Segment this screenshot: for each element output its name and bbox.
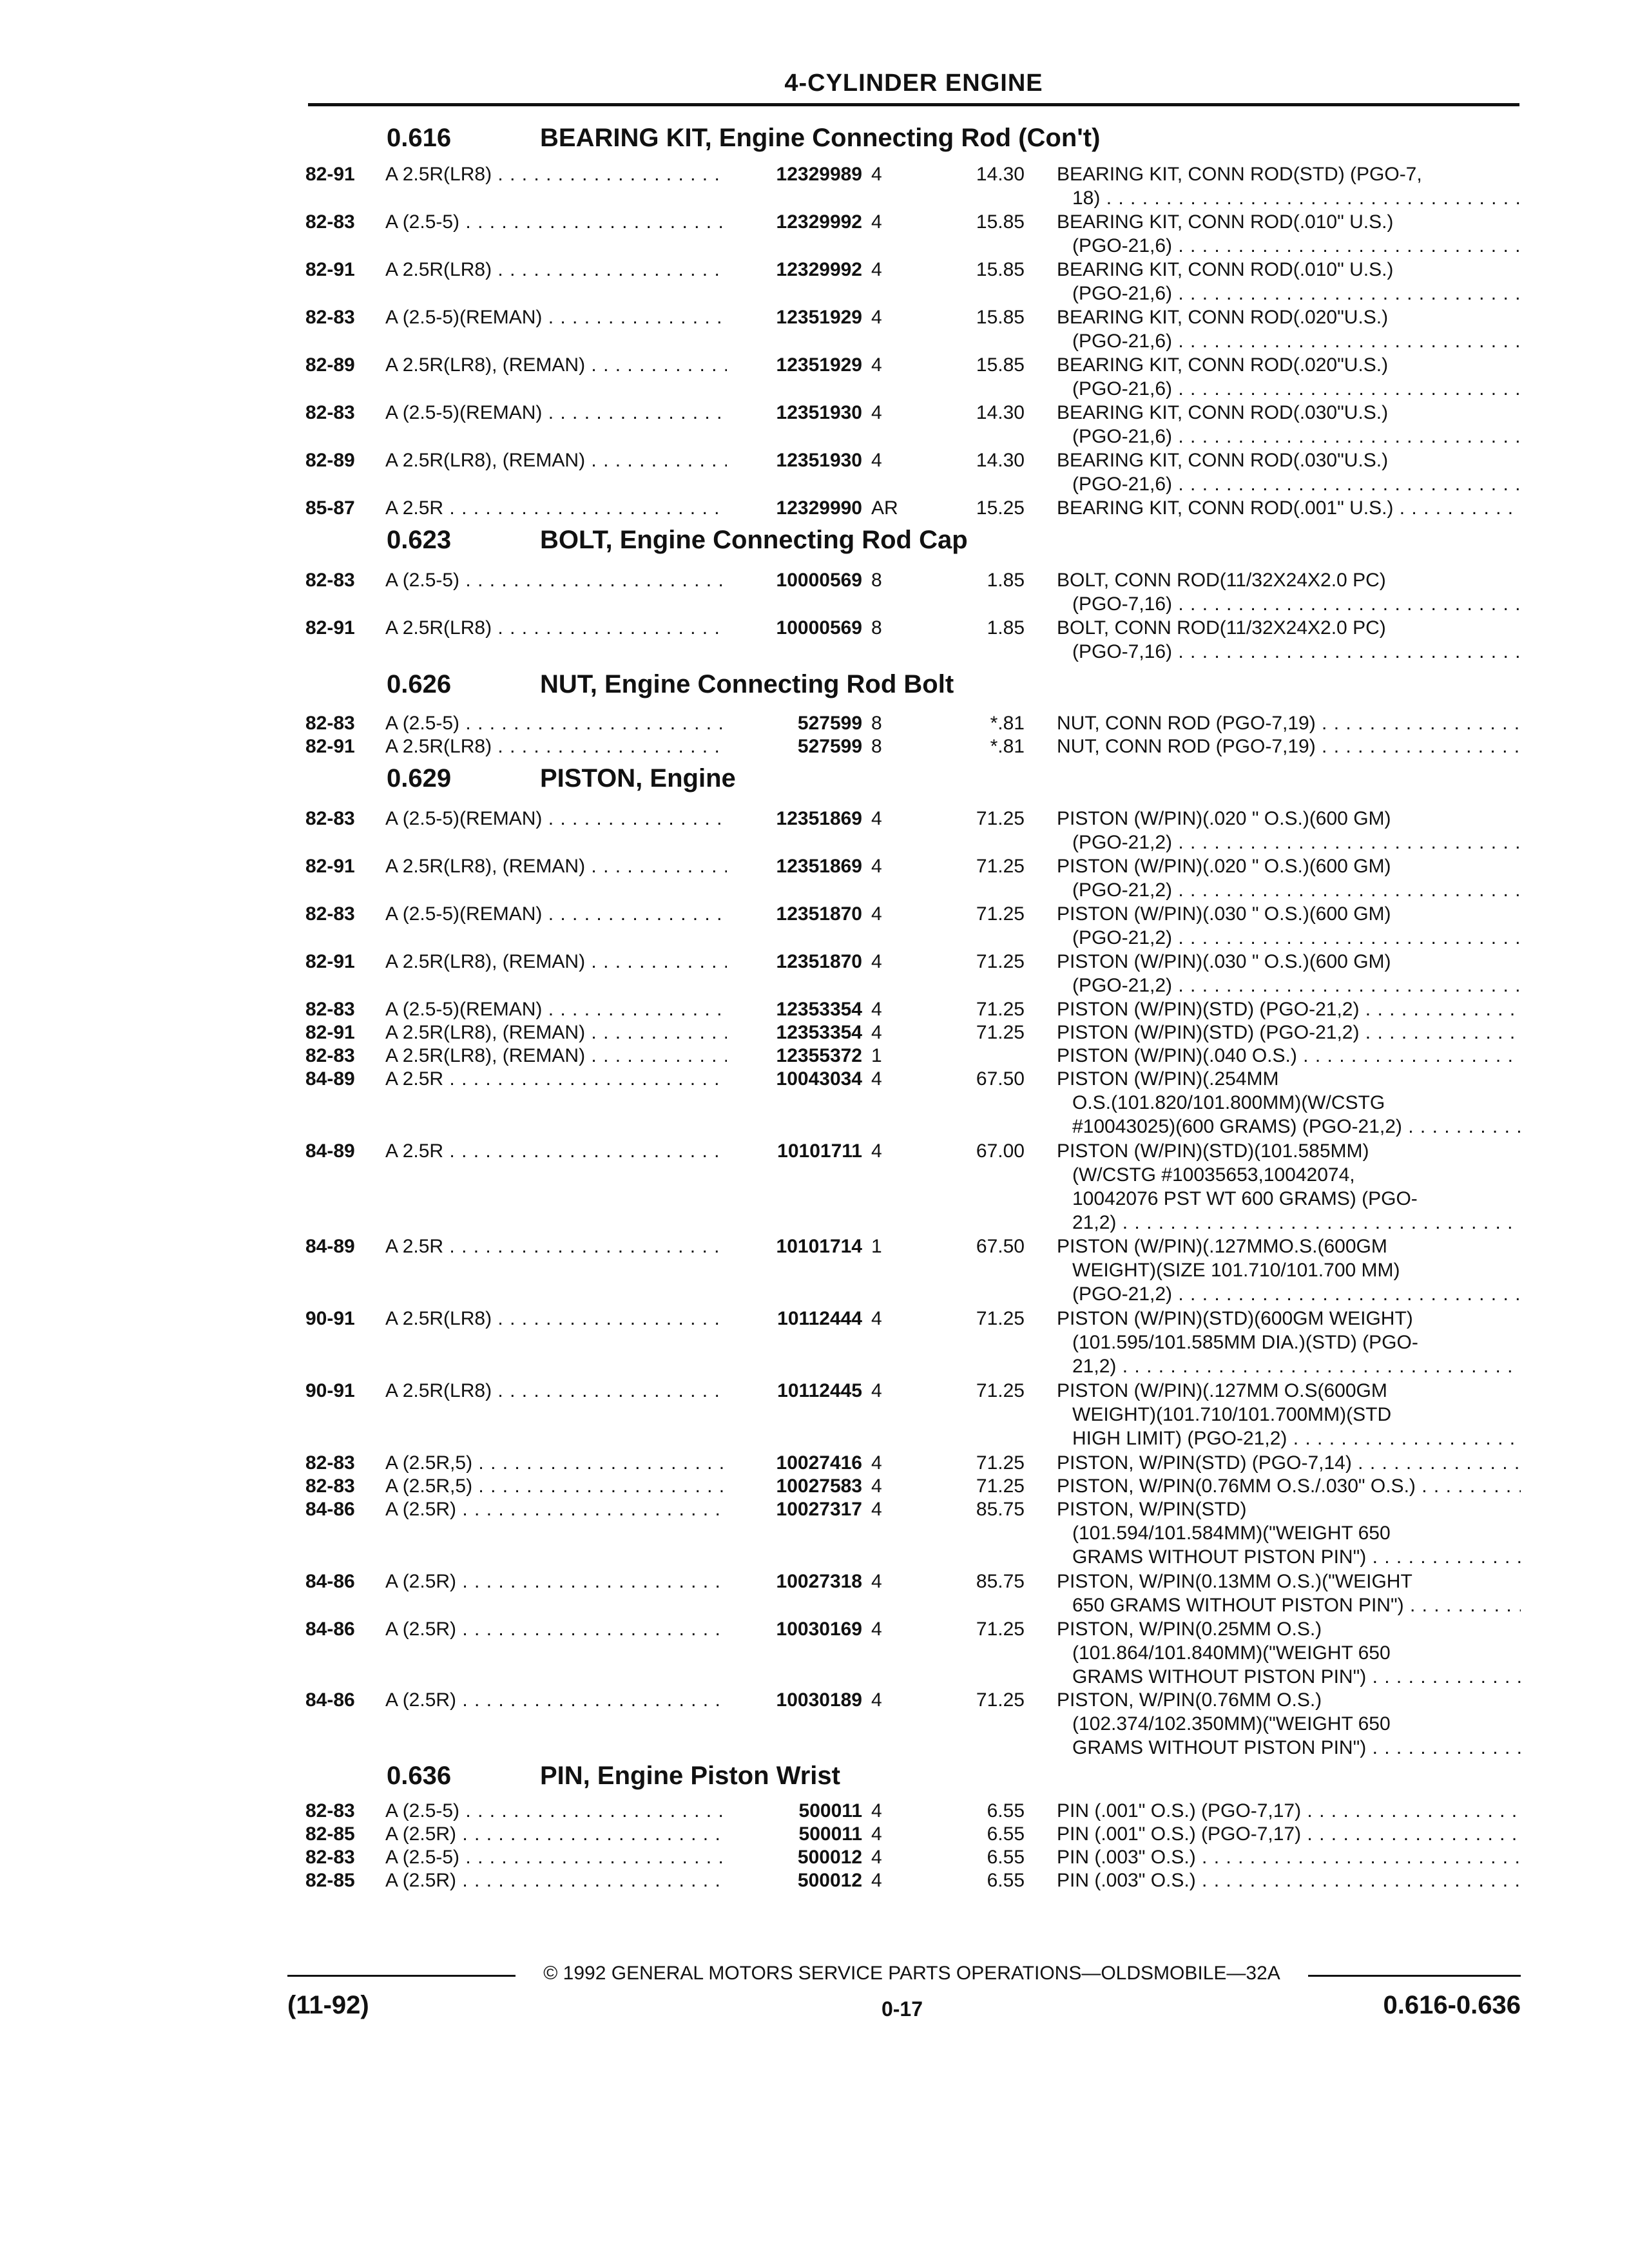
part-description [1057, 1044, 1521, 1068]
description-line: PISTON, W/PIN(0.76MM O.S./.030" O.S.) . . . [1057, 1474, 1521, 1498]
footer-date: (11-92) [287, 1991, 369, 2019]
part-description [1057, 1570, 1521, 1617]
model-years: 82-83 [305, 903, 355, 925]
section-number: 0.636 [387, 1762, 452, 1790]
model-years: 82-91 [305, 617, 355, 639]
quantity: 4 [871, 856, 882, 877]
model-years: 84-89 [305, 1068, 355, 1090]
part-description [1057, 258, 1521, 305]
section-heading [0, 764, 1629, 800]
part-description [1057, 616, 1521, 664]
section-title: PIN, Engine Piston Wrist [540, 1762, 840, 1790]
part-number: 12351930 [776, 402, 862, 423]
price: 1.85 [987, 570, 1025, 591]
model-years: 82-83 [305, 1475, 355, 1497]
model-years: 82-83 [305, 570, 355, 591]
part-description [1057, 1822, 1521, 1846]
description-line: 21,2) . . . [1057, 1354, 1521, 1378]
price: 67.50 [976, 1236, 1025, 1257]
model-years: 82-83 [305, 713, 355, 734]
description-line: BEARING KIT, CONN ROD(.030"U.S.) [1057, 450, 1389, 471]
quantity: 4 [871, 1619, 882, 1640]
section-number: 0.626 [387, 670, 452, 698]
application: A 2.5R(LR8) . . . [385, 1379, 727, 1403]
model-years: 84-86 [305, 1571, 355, 1592]
description-line: NUT, CONN ROD (PGO-7,19) . . . [1057, 735, 1521, 758]
price: 15.25 [976, 497, 1025, 519]
part-number: 12329990 [776, 497, 862, 519]
part-number: 10000569 [776, 570, 862, 591]
description-line: (PGO-21,6) . . . [1057, 234, 1521, 258]
part-number: 10043034 [776, 1068, 862, 1090]
description-line: (PGO-21,6) . . . [1057, 377, 1521, 401]
quantity: 4 [871, 402, 882, 423]
part-description [1057, 162, 1521, 210]
footer-page-number: 0-17 [881, 1997, 923, 2021]
part-description [1057, 1139, 1521, 1235]
description-line: #10043025)(600 GRAMS) (PGO-21,2) . . . [1057, 1115, 1521, 1139]
application: A (2.5R) . . . [385, 1497, 727, 1521]
part-number: 10027583 [776, 1475, 862, 1497]
footer-copyright: © 1992 GENERAL MOTORS SERVICE PARTS OPERATIONS—OLDSMOBILE—32A [543, 1963, 1280, 1984]
price: 14.30 [976, 450, 1025, 471]
application: A (2.5-5) . . . [385, 1799, 727, 1823]
section-heading [0, 670, 1629, 706]
quantity: 8 [871, 736, 882, 757]
quantity: 4 [871, 211, 882, 233]
description-line: BEARING KIT, CONN ROD(.020"U.S.) [1057, 354, 1389, 376]
application: A (2.5-5)(REMAN) . . . [385, 902, 727, 926]
price: 71.25 [976, 1380, 1025, 1401]
description-line: PIN (.001" O.S.) (PGO-7,17) . . . [1057, 1799, 1521, 1823]
price: *.81 [990, 713, 1025, 734]
part-description [1057, 1379, 1521, 1450]
part-number: 12355372 [776, 1045, 862, 1066]
description-line: (PGO-7,16) . . . [1057, 640, 1521, 664]
part-description [1057, 1451, 1521, 1475]
application: A (2.5R,5) . . . [385, 1451, 727, 1475]
application: A 2.5R(LR8) . . . [385, 1307, 727, 1331]
quantity: 4 [871, 1022, 882, 1043]
part-number: 12351870 [776, 951, 862, 972]
application: A (2.5R) . . . [385, 1688, 727, 1712]
part-description [1057, 353, 1521, 401]
model-years: 82-83 [305, 307, 355, 328]
footer-section-range: 0.616-0.636 [1383, 1991, 1521, 2019]
application: A (2.5-5) . . . [385, 1845, 727, 1869]
description-line: PISTON (W/PIN)(.127MMO.S.(600GM [1057, 1236, 1387, 1257]
quantity: 4 [871, 1499, 882, 1520]
description-line: 650 GRAMS WITHOUT PISTON PIN") . . . [1057, 1593, 1521, 1617]
part-number: 10027317 [776, 1499, 862, 1520]
description-line: PISTON (W/PIN)(STD) (PGO-21,2) . . . [1057, 997, 1521, 1021]
description-line: BEARING KIT, CONN ROD(.010" U.S.) [1057, 211, 1394, 233]
application: A 2.5R(LR8) . . . [385, 258, 727, 282]
description-line: 18) . . . [1057, 186, 1521, 210]
quantity: 4 [871, 1847, 882, 1868]
part-description [1057, 711, 1521, 735]
description-line: PISTON, W/PIN(0.13MM O.S.)("WEIGHT [1057, 1571, 1412, 1592]
description-line: 10042076 PST WT 600 GRAMS) (PGO- [1072, 1188, 1418, 1209]
price: 14.30 [976, 164, 1025, 185]
application: A 2.5R(LR8), (REMAN) . . . [385, 448, 727, 472]
model-years: 82-89 [305, 354, 355, 376]
part-number: 500011 [798, 1823, 862, 1845]
part-number: 12353354 [776, 1022, 862, 1043]
quantity: 4 [871, 1475, 882, 1497]
quantity: 4 [871, 1380, 882, 1401]
application: A (2.5R,5) . . . [385, 1474, 727, 1498]
part-number: 10027318 [776, 1571, 862, 1592]
description-line: (PGO-21,6) . . . [1057, 329, 1521, 353]
part-number: 12329989 [776, 164, 862, 185]
application: A 2.5R(LR8), (REMAN) . . . [385, 950, 727, 974]
part-number: 12329992 [776, 259, 862, 280]
section-heading [0, 124, 1629, 160]
model-years: 82-85 [305, 1870, 355, 1891]
part-description [1057, 1617, 1521, 1689]
quantity: 4 [871, 1140, 882, 1162]
part-number: 12351929 [776, 307, 862, 328]
quantity: 4 [871, 1870, 882, 1891]
part-number: 10101714 [776, 1236, 862, 1257]
model-years: 84-86 [305, 1689, 355, 1711]
model-years: 82-91 [305, 951, 355, 972]
part-description [1057, 1307, 1521, 1378]
quantity: 4 [871, 1571, 882, 1592]
application: A (2.5R) . . . [385, 1869, 727, 1892]
quantity: 4 [871, 903, 882, 925]
price: 1.85 [987, 617, 1025, 639]
description-line: WEIGHT)(SIZE 101.710/101.700 MM) [1072, 1260, 1400, 1281]
description-line: PISTON, W/PIN(STD) (PGO-7,14) . . . [1057, 1451, 1521, 1475]
quantity: 4 [871, 450, 882, 471]
quantity: 4 [871, 999, 882, 1020]
price: *.81 [990, 736, 1025, 757]
description-line: GRAMS WITHOUT PISTON PIN") . . . [1057, 1545, 1521, 1569]
application: A (2.5-5) . . . [385, 210, 727, 234]
price: 6.55 [987, 1870, 1025, 1891]
price: 85.75 [976, 1571, 1025, 1592]
description-line: (101.864/101.840MM)("WEIGHT 650 [1072, 1642, 1391, 1664]
quantity: 4 [871, 951, 882, 972]
quantity: AR [871, 497, 898, 519]
model-years: 84-89 [305, 1140, 355, 1162]
part-description [1057, 854, 1521, 902]
model-years: 82-83 [305, 1045, 355, 1066]
description-line: GRAMS WITHOUT PISTON PIN") . . . [1057, 1736, 1521, 1760]
part-description [1057, 496, 1521, 520]
quantity: 4 [871, 1068, 882, 1090]
price: 71.25 [976, 951, 1025, 972]
quantity: 1 [871, 1236, 882, 1257]
application: A (2.5-5)(REMAN) . . . [385, 997, 727, 1021]
part-number: 527599 [797, 736, 862, 757]
application: A 2.5R(LR8) . . . [385, 616, 727, 640]
price: 71.25 [976, 856, 1025, 877]
description-line: PISTON (W/PIN)(STD)(101.585MM) [1057, 1140, 1369, 1162]
model-years: 82-83 [305, 1800, 355, 1821]
description-line: (101.595/101.585MM DIA.)(STD) (PGO- [1072, 1332, 1418, 1353]
part-number: 500011 [798, 1800, 862, 1821]
model-years: 90-91 [305, 1308, 355, 1329]
part-number: 12329992 [776, 211, 862, 233]
part-description [1057, 1067, 1521, 1139]
price: 71.25 [976, 1619, 1025, 1640]
model-years: 84-86 [305, 1619, 355, 1640]
price: 15.85 [976, 354, 1025, 376]
description-line: BEARING KIT, CONN ROD(.020"U.S.) [1057, 307, 1389, 328]
quantity: 4 [871, 1308, 882, 1329]
part-number: 10000569 [776, 617, 862, 639]
model-years: 82-83 [305, 1452, 355, 1474]
price: 15.85 [976, 307, 1025, 328]
quantity: 4 [871, 1689, 882, 1711]
price: 67.00 [976, 1140, 1025, 1162]
model-years: 82-89 [305, 450, 355, 471]
application: A 2.5R(LR8) . . . [385, 162, 727, 186]
model-years: 82-83 [305, 211, 355, 233]
part-number: 12353354 [776, 999, 862, 1020]
part-number: 10030169 [776, 1619, 862, 1640]
price: 6.55 [987, 1847, 1025, 1868]
quantity: 4 [871, 808, 882, 829]
application: A (2.5R) . . . [385, 1822, 727, 1846]
part-number: 12351929 [776, 354, 862, 376]
part-number: 12351930 [776, 450, 862, 471]
description-line: BEARING KIT, CONN ROD(.001" U.S.) . . . [1057, 496, 1521, 520]
section-number: 0.623 [387, 526, 452, 554]
part-description [1057, 1688, 1521, 1760]
application: A (2.5-5) . . . [385, 568, 727, 592]
part-number: 500012 [797, 1847, 862, 1868]
part-number: 10030189 [776, 1689, 862, 1711]
application: A 2.5R(LR8), (REMAN) . . . [385, 854, 727, 878]
model-years: 84-86 [305, 1499, 355, 1520]
description-line: NUT, CONN ROD (PGO-7,19) . . . [1057, 711, 1521, 735]
description-line: PISTON (W/PIN)(STD)(600GM WEIGHT) [1057, 1308, 1413, 1329]
model-years: 85-87 [305, 497, 355, 519]
description-line: PIN (.003" O.S.) . . . [1057, 1869, 1521, 1892]
quantity: 4 [871, 307, 882, 328]
price: 14.30 [976, 402, 1025, 423]
model-years: 84-89 [305, 1236, 355, 1257]
description-line: (101.594/101.584MM)("WEIGHT 650 [1072, 1523, 1391, 1544]
model-years: 82-85 [305, 1823, 355, 1845]
description-line: (PGO-21,6) . . . [1057, 282, 1521, 305]
application: A (2.5R) . . . [385, 1617, 727, 1641]
model-years: 82-83 [305, 808, 355, 829]
application: A (2.5-5)(REMAN) . . . [385, 807, 727, 831]
quantity: 4 [871, 259, 882, 280]
description-line: PIN (.003" O.S.) . . . [1057, 1845, 1521, 1869]
description-line: (102.374/102.350MM)("WEIGHT 650 [1072, 1713, 1391, 1735]
quantity: 4 [871, 1800, 882, 1821]
part-number: 10112445 [777, 1380, 862, 1401]
footer-rule-right [1308, 1975, 1521, 1977]
section-heading [0, 1762, 1629, 1798]
part-number: 10101711 [777, 1140, 862, 1162]
description-line: (PGO-7,16) . . . [1057, 592, 1521, 616]
model-years: 82-91 [305, 164, 355, 185]
description-line: PISTON (W/PIN)(.254MM [1057, 1068, 1279, 1090]
application: A 2.5R(LR8) . . . [385, 735, 727, 758]
part-description [1057, 1869, 1521, 1892]
part-number: 10027416 [776, 1452, 862, 1474]
part-number: 10112444 [777, 1308, 862, 1329]
quantity: 4 [871, 354, 882, 376]
description-line: 21,2) . . . [1057, 1211, 1521, 1235]
part-description [1057, 1497, 1521, 1569]
quantity: 8 [871, 713, 882, 734]
description-line: (PGO-21,6) . . . [1057, 472, 1521, 496]
part-number: 500012 [797, 1870, 862, 1891]
price: 71.25 [976, 808, 1025, 829]
price: 71.25 [976, 1022, 1025, 1043]
section-title: PISTON, Engine [540, 764, 736, 793]
description-line: (PGO-21,2) . . . [1057, 974, 1521, 997]
quantity: 4 [871, 1823, 882, 1845]
description-line: HIGH LIMIT) (PGO-21,2) . . . [1057, 1427, 1521, 1450]
part-description [1057, 997, 1521, 1021]
part-description [1057, 950, 1521, 997]
price: 71.25 [976, 1308, 1025, 1329]
description-line: PISTON, W/PIN(STD) [1057, 1499, 1247, 1520]
model-years: 82-91 [305, 259, 355, 280]
application: A (2.5-5)(REMAN) . . . [385, 401, 727, 425]
model-years: 82-83 [305, 999, 355, 1020]
price: 71.25 [976, 903, 1025, 925]
quantity: 4 [871, 1452, 882, 1474]
part-description [1057, 401, 1521, 448]
part-description [1057, 210, 1521, 258]
part-description [1057, 902, 1521, 950]
application: A 2.5R . . . [385, 1139, 727, 1163]
description-line: WEIGHT)(101.710/101.700MM)(STD [1072, 1404, 1392, 1425]
model-years: 90-91 [305, 1380, 355, 1401]
description-line: (W/CSTG #10035653,10042074, [1072, 1164, 1355, 1186]
part-description [1057, 1799, 1521, 1823]
part-description [1057, 807, 1521, 854]
application: A 2.5R . . . [385, 496, 727, 520]
header-rule [308, 103, 1519, 106]
description-line: PISTON (W/PIN)(.127MM O.S(600GM [1057, 1380, 1387, 1401]
price: 71.25 [976, 1452, 1025, 1474]
model-years: 82-83 [305, 402, 355, 423]
part-description [1057, 448, 1521, 496]
section-heading [0, 526, 1629, 562]
description-line: BOLT, CONN ROD(11/32X24X2.0 PC) [1057, 617, 1386, 639]
description-line: (PGO-21,2) . . . [1057, 1282, 1521, 1306]
section-number: 0.629 [387, 764, 452, 793]
description-line: GRAMS WITHOUT PISTON PIN") . . . [1057, 1665, 1521, 1689]
description-line: (PGO-21,2) . . . [1057, 878, 1521, 902]
application: A 2.5R . . . [385, 1067, 727, 1091]
part-number: 12351869 [776, 808, 862, 829]
part-description [1057, 1021, 1521, 1044]
price: 71.25 [976, 1689, 1025, 1711]
description-line: (PGO-21,2) . . . [1057, 831, 1521, 854]
application: A 2.5R(LR8), (REMAN) . . . [385, 353, 727, 377]
application: A (2.5R) . . . [385, 1570, 727, 1593]
quantity: 1 [871, 1045, 882, 1066]
description-line: PISTON (W/PIN)(.040 O.S.) . . . [1057, 1044, 1521, 1068]
description-line: PISTON (W/PIN)(.030 " O.S.)(600 GM) [1057, 903, 1391, 925]
description-line: BEARING KIT, CONN ROD(.010" U.S.) [1057, 259, 1394, 280]
description-line: PISTON (W/PIN)(STD) (PGO-21,2) . . . [1057, 1021, 1521, 1044]
section-title: BEARING KIT, Engine Connecting Rod (Con't) [540, 124, 1101, 152]
part-number: 527599 [797, 713, 862, 734]
model-years: 82-91 [305, 736, 355, 757]
description-line: BOLT, CONN ROD(11/32X24X2.0 PC) [1057, 570, 1386, 591]
application: A 2.5R(LR8), (REMAN) . . . [385, 1044, 727, 1068]
part-number: 12351870 [776, 903, 862, 925]
description-line: O.S.(101.820/101.800MM)(W/CSTG [1072, 1092, 1385, 1113]
description-line: PISTON (W/PIN)(.020 " O.S.)(600 GM) [1057, 808, 1391, 829]
model-years: 82-91 [305, 1022, 355, 1043]
price: 85.75 [976, 1499, 1025, 1520]
part-description [1057, 568, 1521, 616]
part-description [1057, 1235, 1521, 1306]
description-line: (PGO-21,2) . . . [1057, 926, 1521, 950]
part-description [1057, 1474, 1521, 1498]
description-line: BEARING KIT, CONN ROD(STD) (PGO-7, [1057, 164, 1422, 185]
description-line: (PGO-21,6) . . . [1057, 425, 1521, 448]
quantity: 4 [871, 164, 882, 185]
price: 67.50 [976, 1068, 1025, 1090]
application: A (2.5-5) . . . [385, 711, 727, 735]
description-line: PISTON, W/PIN(0.25MM O.S.) [1057, 1619, 1322, 1640]
price: 71.25 [976, 1475, 1025, 1497]
part-description [1057, 305, 1521, 353]
price: 6.55 [987, 1823, 1025, 1845]
description-line: PIN (.001" O.S.) (PGO-7,17) . . . [1057, 1822, 1521, 1846]
quantity: 8 [871, 570, 882, 591]
price: 15.85 [976, 259, 1025, 280]
section-title: BOLT, Engine Connecting Rod Cap [540, 526, 968, 554]
description-line: PISTON, W/PIN(0.76MM O.S.) [1057, 1689, 1322, 1711]
footer-rule-left [287, 1975, 516, 1977]
quantity: 8 [871, 617, 882, 639]
part-description [1057, 735, 1521, 758]
section-title: NUT, Engine Connecting Rod Bolt [540, 670, 954, 698]
price: 6.55 [987, 1800, 1025, 1821]
description-line: PISTON (W/PIN)(.030 " O.S.)(600 GM) [1057, 951, 1391, 972]
model-years: 82-91 [305, 856, 355, 877]
application: A (2.5-5)(REMAN) . . . [385, 305, 727, 329]
description-line: BEARING KIT, CONN ROD(.030"U.S.) [1057, 402, 1389, 423]
price: 71.25 [976, 999, 1025, 1020]
price: 15.85 [976, 211, 1025, 233]
application: A 2.5R . . . [385, 1235, 727, 1258]
section-number: 0.616 [387, 124, 452, 152]
model-years: 82-83 [305, 1847, 355, 1868]
description-line: PISTON (W/PIN)(.020 " O.S.)(600 GM) [1057, 856, 1391, 877]
page-header-title: 4-CYLINDER ENGINE [784, 70, 1043, 97]
part-description [1057, 1845, 1521, 1869]
part-number: 12351869 [776, 856, 862, 877]
application: A 2.5R(LR8), (REMAN) . . . [385, 1021, 727, 1044]
